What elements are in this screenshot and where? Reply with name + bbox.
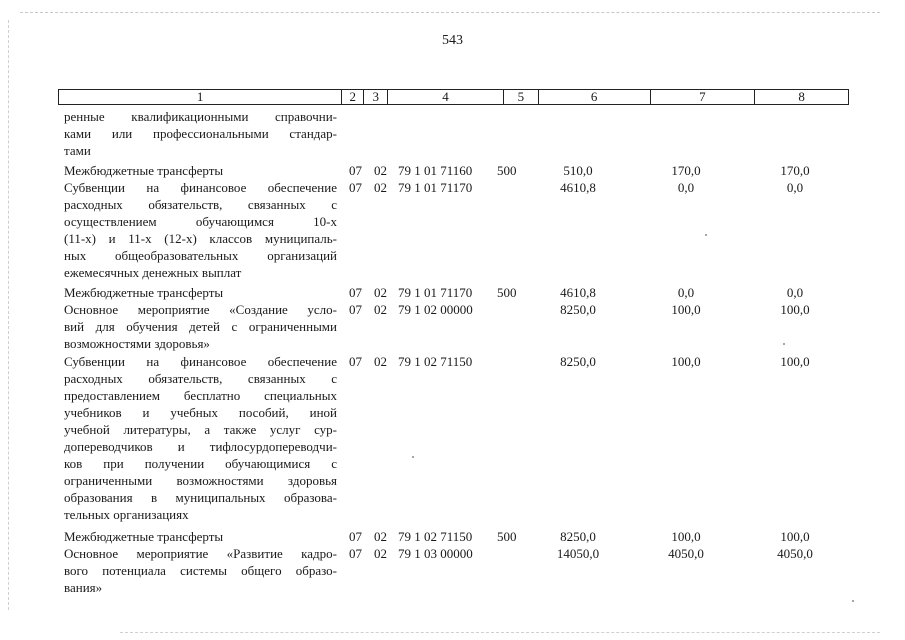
subsection-code: 02 — [374, 302, 387, 317]
column-header: 8 — [798, 89, 805, 104]
scan-edge-left — [8, 20, 9, 610]
column-header: 5 — [504, 90, 539, 104]
amount-col7: 100,0 — [671, 529, 701, 544]
amount-col7: 4050,0 — [668, 546, 704, 561]
expense-type-code: 500 — [497, 529, 517, 544]
amount-col8: 100,0 — [780, 302, 810, 317]
description-line: учебников и учебных пособий, иной — [64, 405, 337, 420]
amount-col6: 8250,0 — [560, 354, 596, 369]
amount-col7: 0,0 — [677, 180, 695, 195]
scan-speck — [852, 600, 854, 602]
amount-col7: 0,0 — [677, 285, 695, 300]
description-line: предоставлением бесплатно специальных — [64, 388, 337, 403]
column-header: 2 — [342, 90, 364, 104]
amount-col6: 4610,8 — [560, 285, 596, 300]
description-line: Субвенции на финансовое обеспечение — [64, 354, 337, 369]
description-line: образования в муниципальных образова- — [64, 490, 337, 505]
description-line: возможностями здоровья» — [64, 336, 210, 351]
row-description — [64, 545, 337, 596]
description-line: ных общеобразовательных организаций — [64, 248, 337, 263]
description-line: Межбюджетные трансферты — [64, 529, 224, 544]
amount-col8: 100,0 — [780, 529, 810, 544]
row-description — [64, 301, 337, 352]
target-article-code: 79 1 01 71170 — [398, 285, 473, 300]
row-description — [64, 284, 337, 301]
subsection-code: 02 — [374, 180, 387, 195]
amount-col6: 8250,0 — [560, 302, 596, 317]
column-header: 3 — [364, 90, 388, 104]
amount-col6: 510,0 — [563, 163, 593, 178]
description-line: учебной литературы, а также услуг сур- — [64, 422, 337, 437]
page-number: 543 — [442, 33, 463, 48]
amount-col7: 100,0 — [671, 354, 701, 369]
amount-col8: 0,0 — [786, 180, 804, 195]
target-article-code: 79 1 03 00000 — [398, 546, 473, 561]
amount-col6: 4610,8 — [560, 180, 596, 195]
subsection-code: 02 — [374, 354, 387, 369]
amount-col6: 8250,0 — [560, 529, 596, 544]
description-line: (11-х) и 11-х (12-х) классов муниципаль- — [64, 231, 337, 246]
section-code: 07 — [349, 546, 362, 561]
section-code: 07 — [349, 354, 362, 369]
section-code: 07 — [349, 163, 362, 178]
description-line: вания» — [64, 580, 103, 595]
row-description — [64, 353, 337, 523]
description-line: Субвенции на финансовое обеспечение — [64, 180, 337, 195]
description-line: ренные квалификационными справочни- — [64, 109, 337, 124]
subsection-code: 02 — [374, 285, 387, 300]
expense-type-code: 500 — [497, 285, 517, 300]
scan-speck — [783, 343, 785, 345]
section-code: 07 — [349, 529, 362, 544]
description-line: Межбюджетные трансферты — [64, 285, 224, 300]
description-line: ками или профессиональными стандар- — [64, 126, 337, 141]
column-header: 7 — [651, 90, 756, 104]
subsection-code: 02 — [374, 529, 387, 544]
column-header: 4 — [388, 90, 504, 104]
column-header: 6 — [539, 90, 651, 104]
subsection-code: 02 — [374, 163, 387, 178]
row-description — [64, 179, 337, 281]
target-article-code: 79 1 02 71150 — [398, 529, 473, 544]
description-line: Основное мероприятие «Создание усло- — [64, 302, 337, 317]
row-description — [64, 162, 337, 179]
column-header: 1 — [59, 90, 342, 104]
row-description — [64, 528, 337, 545]
description-line: вого потенциала системы общего образо- — [64, 563, 337, 578]
description-line: осуществлением обучающимся 10-х — [64, 214, 337, 229]
target-article-code: 79 1 02 00000 — [398, 302, 473, 317]
description-line: вий для обучения детей с ограниченными — [64, 319, 337, 334]
amount-col8: 0,0 — [786, 285, 804, 300]
amount-col8: 100,0 — [780, 354, 810, 369]
scan-edge-bottom — [120, 632, 880, 633]
section-code: 07 — [349, 285, 362, 300]
amount-col7: 170,0 — [671, 163, 701, 178]
expense-type-code: 500 — [497, 163, 517, 178]
target-article-code: 79 1 01 71170 — [398, 180, 473, 195]
description-line: Основное мероприятие «Развитие кадро- — [64, 546, 337, 561]
description-line: тами — [64, 143, 91, 158]
table-header — [58, 89, 849, 105]
scan-speck — [412, 456, 414, 458]
amount-col6: 14050,0 — [556, 546, 600, 561]
amount-col8: 170,0 — [780, 163, 810, 178]
amount-col7: 100,0 — [671, 302, 701, 317]
subsection-code: 02 — [374, 546, 387, 561]
scan-speck — [705, 234, 707, 236]
description-line: расходных обязательств, связанных с — [64, 197, 337, 212]
amount-col8: 4050,0 — [777, 546, 813, 561]
section-code: 07 — [349, 180, 362, 195]
description-line: Межбюджетные трансферты — [64, 163, 224, 178]
description-line: расходных обязательств, связанных с — [64, 371, 337, 386]
row-description — [64, 108, 337, 159]
description-line: ежемесячных денежных выплат — [64, 265, 242, 280]
description-line: тельных организациях — [64, 507, 189, 522]
target-article-code: 79 1 01 71160 — [398, 163, 473, 178]
scan-edge-top — [20, 12, 880, 13]
description-line: допереводчиков и тифлосурдопереводчи- — [64, 439, 337, 454]
description-line: ограниченными возможностями здоровья — [64, 473, 337, 488]
section-code: 07 — [349, 302, 362, 317]
description-line: ков при получении обучающимися с — [64, 456, 337, 471]
target-article-code: 79 1 02 71150 — [398, 354, 473, 369]
